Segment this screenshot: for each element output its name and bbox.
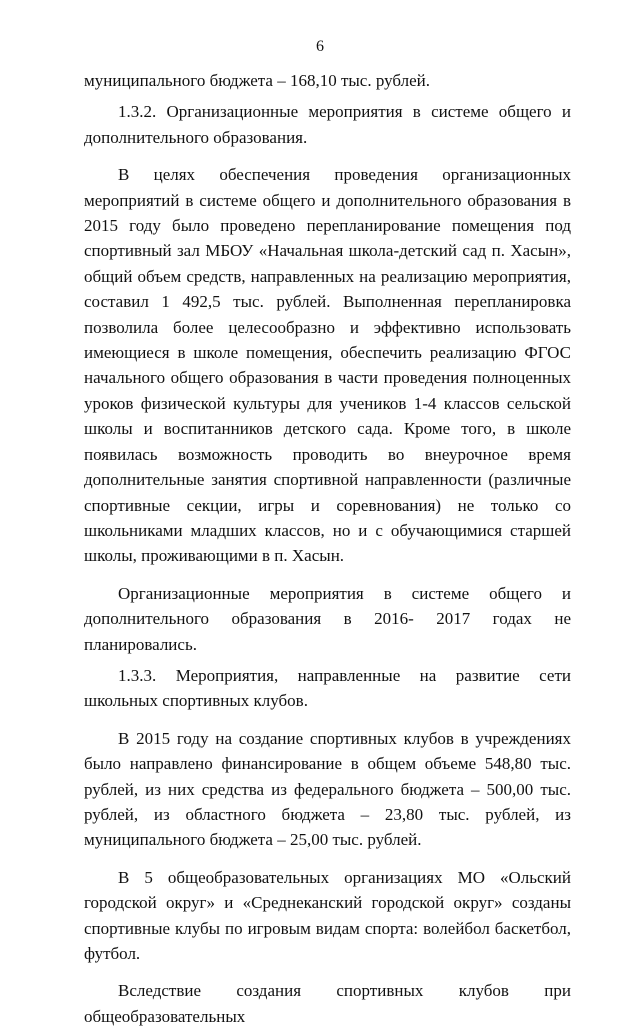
paragraph-renovation: В целях обеспечения проведения организационных мероприятий в системе общего и дополнительного образования в 2015 году было проведено перепланирование помещения под спортивный зал МБОУ «Начальная школа-детский сад п. Хасын», общий объем средств, направленных на реализацию мероприятия, составил 1 492,5 тыс. рублей. Выполненная перепланировка позволила более целесообразно и эффективно использовать имеющиеся в школе помещения, обеспечить реализацию ФГОС начального общего образования в части проведения полноценных уроков физической культуры для учеников 1-4 классов сельской школы и воспитанников детского сада. Кроме того, в школе появилась возможность проводить во внеурочное время дополнительные занятия спортивной направленности (различные спортивные секции, игры и соревнования) не только со школьниками младших классов, но и с обучающимися старшей школы, проживающими в п. Хасын. [84,165,571,566]
paragraph-not-planned: Организационные мероприятия в системе общего и дополнительного образования в 2016- 2017 годах не планировались. [84,583,571,654]
paragraph-sport-clubs: В 5 общеобразовательных организациях МО «Ольский городской округ» и «Среднеканский городской округ» созданы спортивные клубы по игровым видам спорта: волейбол баскетбол, футбол. [84,867,571,963]
paragraph-financing: В 2015 году на создание спортивных клубов в учреждениях было направлено финансирование в общем объеме 548,80 тыс. рублей, из них средства из федерального бюджета – 500,00 тыс. рублей, из областного бюджета – 23,80 тыс. рублей, из муниципального бюджета – 25,00 тыс. рублей. [84,728,571,850]
document-body [84,68,571,1029]
paragraph-budget-continuation: муниципального бюджета – 168,10 тыс. рублей. [84,71,431,90]
paragraph-consequence: Вследствие создания спортивных клубов при общеобразовательных [84,981,571,1026]
section-heading-1-3-3: 1.3.3. Мероприятия, направленные на развитие сети школьных спортивных клубов. [84,665,571,711]
section-heading-1-3-2: 1.3.2. Организационные мероприятия в системе общего и дополнительного образования. [84,102,571,147]
page-number: 6 [316,38,324,55]
